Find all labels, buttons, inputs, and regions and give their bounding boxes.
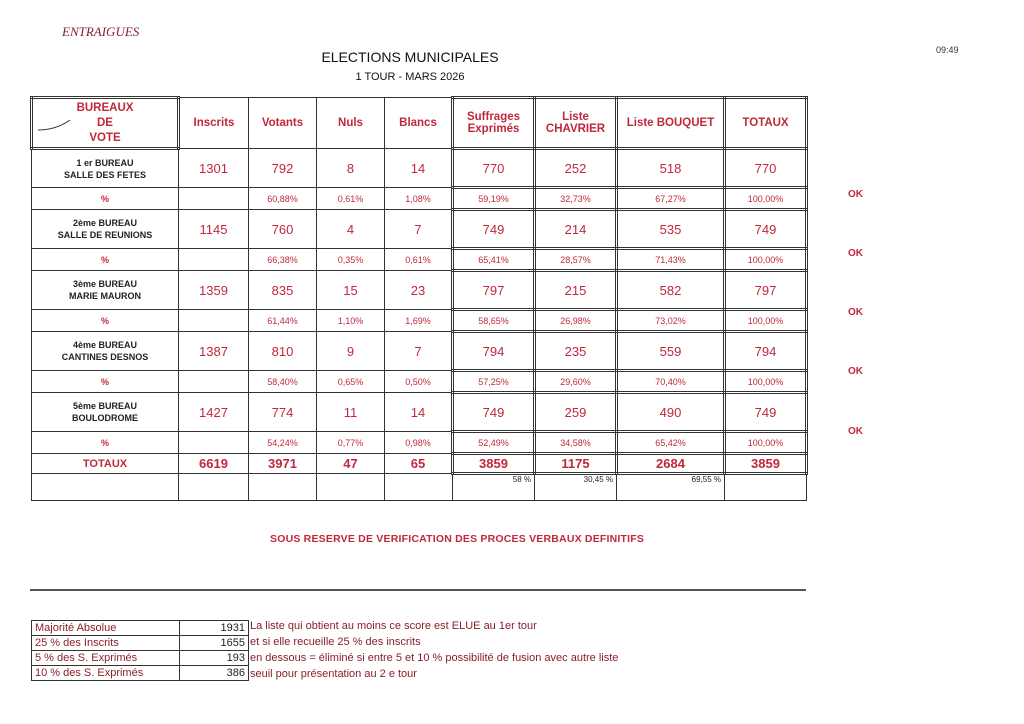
pct-label: %	[32, 432, 179, 454]
total-totaux: 3859	[725, 454, 807, 474]
footer-empty-cell	[32, 474, 179, 501]
total-blancs: 65	[385, 454, 453, 474]
pct-bouquet-cell: 71,43%	[617, 249, 725, 271]
suffrages-cell: 797	[453, 271, 535, 310]
col-blancs-header: Blancs	[385, 98, 453, 149]
inscrits-cell: 1359	[179, 271, 249, 310]
reserve-notice: SOUS RESERVE DE VERIFICATION DES PROCES VERBAUX DEFINITIFS	[270, 533, 645, 545]
majority-label: 5 % des S. Exprimés	[32, 651, 180, 666]
nuls-cell: 9	[317, 332, 385, 371]
commune-name: ENTRAIGUES	[62, 24, 140, 39]
pct-chavrier-cell: 29,60%	[535, 371, 617, 393]
pct-suffrages-cell: 65,41%	[453, 249, 535, 271]
majority-note: et si elle recueille 25 % des inscrits	[250, 636, 421, 648]
nuls-cell: 11	[317, 393, 385, 432]
inscrits-cell: 1145	[179, 210, 249, 249]
bouquet-cell: 582	[617, 271, 725, 310]
pct-nuls-cell: 0,35%	[317, 249, 385, 271]
majority-label: Majorité Absolue	[32, 621, 180, 636]
table-row	[32, 271, 807, 310]
pct-label: %	[32, 371, 179, 393]
total-nuls: 47	[317, 454, 385, 474]
pct-blancs-cell: 1,69%	[385, 310, 453, 332]
pct-inscrits-cell	[179, 432, 249, 454]
pct-inscrits-cell	[179, 249, 249, 271]
col-suffrages-header: Suffrages Exprimés	[453, 98, 535, 149]
pct-votants-cell: 60,88%	[249, 188, 317, 210]
chavrier-cell: 215	[535, 271, 617, 310]
blancs-cell: 7	[385, 210, 453, 249]
footer-suffrages-pct: 58 %	[453, 474, 535, 501]
total-bouquet: 2684	[617, 454, 725, 474]
results-table	[30, 96, 808, 501]
majority-value: 1655	[180, 636, 249, 651]
totaux-cell: 749	[725, 393, 807, 432]
suffrages-cell: 794	[453, 332, 535, 371]
nuls-cell: 4	[317, 210, 385, 249]
time-stamp: 09:49	[936, 45, 959, 55]
bureau-label: 5ème BUREAU BOULODROME	[32, 393, 179, 432]
pct-nuls-cell: 0,65%	[317, 371, 385, 393]
pct-row	[32, 432, 807, 454]
bureau-label: 3ème BUREAU MARIE MAURON	[32, 271, 179, 310]
col-inscrits-header: Inscrits	[179, 98, 249, 149]
ok-mark: OK	[848, 307, 863, 318]
pct-votants-cell: 66,38%	[249, 249, 317, 271]
pct-row	[32, 188, 807, 210]
pct-chavrier-cell: 26,98%	[535, 310, 617, 332]
totaux-cell: 794	[725, 332, 807, 371]
pct-label: %	[32, 188, 179, 210]
inscrits-cell: 1427	[179, 393, 249, 432]
pct-blancs-cell: 0,50%	[385, 371, 453, 393]
footer-bouquet-pct: 69,55 %	[617, 474, 725, 501]
majority-value: 1931	[180, 621, 249, 636]
totaux-cell: 749	[725, 210, 807, 249]
blancs-cell: 7	[385, 332, 453, 371]
pct-label: %	[32, 310, 179, 332]
hand-mark-icon	[36, 117, 72, 133]
blancs-cell: 14	[385, 149, 453, 188]
pct-inscrits-cell	[179, 188, 249, 210]
total-inscrits: 6619	[179, 454, 249, 474]
totals-label: TOTAUX	[32, 454, 179, 474]
majority-note: seuil pour présentation au 2 e tour	[250, 668, 417, 680]
total-suffrages: 3859	[453, 454, 535, 474]
pct-bouquet-cell: 73,02%	[617, 310, 725, 332]
chavrier-cell: 252	[535, 149, 617, 188]
suffrages-cell: 749	[453, 393, 535, 432]
votants-cell: 810	[249, 332, 317, 371]
pct-chavrier-cell: 32,73%	[535, 188, 617, 210]
bouquet-cell: 490	[617, 393, 725, 432]
pct-nuls-cell: 0,61%	[317, 188, 385, 210]
majority-note: La liste qui obtient au moins ce score est ELUE au 1er tour	[250, 620, 537, 632]
footer-pct-row	[32, 474, 807, 501]
pct-row	[32, 310, 807, 332]
bouquet-cell: 535	[617, 210, 725, 249]
pct-row	[32, 249, 807, 271]
header-row	[32, 98, 807, 149]
pct-votants-cell: 61,44%	[249, 310, 317, 332]
col-bouquet-header: Liste BOUQUET	[617, 98, 725, 149]
suffrages-cell: 770	[453, 149, 535, 188]
bureau-label: 1 er BUREAU SALLE DES FETES	[32, 149, 179, 188]
totaux-cell: 770	[725, 149, 807, 188]
footer-chavrier-pct: 30,45 %	[535, 474, 617, 501]
table-row	[32, 149, 807, 188]
majority-value: 386	[180, 666, 249, 681]
table-row	[32, 332, 807, 371]
footer-empty-cell	[317, 474, 385, 501]
ok-mark: OK	[848, 189, 863, 200]
ok-mark: OK	[848, 426, 863, 437]
col-bureaux-header: BUREAUX DE VOTE	[32, 98, 179, 149]
inscrits-cell: 1387	[179, 332, 249, 371]
totals-row	[32, 454, 807, 474]
majority-table	[31, 620, 249, 681]
pct-nuls-cell: 0,77%	[317, 432, 385, 454]
pct-suffrages-cell: 58,65%	[453, 310, 535, 332]
footer-empty-cell	[179, 474, 249, 501]
pct-chavrier-cell: 34,58%	[535, 432, 617, 454]
col-chavrier-header: Liste CHAVRIER	[535, 98, 617, 149]
table-row	[32, 210, 807, 249]
votants-cell: 774	[249, 393, 317, 432]
table-row	[32, 393, 807, 432]
nuls-cell: 8	[317, 149, 385, 188]
ok-mark: OK	[848, 248, 863, 259]
bureau-label: 4ème BUREAU CANTINES DESNOS	[32, 332, 179, 371]
pct-suffrages-cell: 57,25%	[453, 371, 535, 393]
majority-note: en dessous = éliminé si entre 5 et 10 % possibilité de fusion avec autre liste	[250, 652, 619, 664]
bureau-label: 2ème BUREAU SALLE DE REUNIONS	[32, 210, 179, 249]
pct-bouquet-cell: 65,42%	[617, 432, 725, 454]
pct-totaux-cell: 100,00%	[725, 310, 807, 332]
ok-mark: OK	[848, 366, 863, 377]
footer-empty-cell	[385, 474, 453, 501]
chavrier-cell: 214	[535, 210, 617, 249]
pct-blancs-cell: 0,98%	[385, 432, 453, 454]
pct-suffrages-cell: 52,49%	[453, 432, 535, 454]
footer-empty-cell	[249, 474, 317, 501]
inscrits-cell: 1301	[179, 149, 249, 188]
footer-empty-cell	[725, 474, 807, 501]
table-row	[32, 651, 249, 666]
pct-totaux-cell: 100,00%	[725, 188, 807, 210]
votants-cell: 835	[249, 271, 317, 310]
bouquet-cell: 559	[617, 332, 725, 371]
votants-cell: 792	[249, 149, 317, 188]
chavrier-cell: 235	[535, 332, 617, 371]
page-subtitle: 1 TOUR - MARS 2026	[355, 71, 465, 83]
total-chavrier: 1175	[535, 454, 617, 474]
pct-totaux-cell: 100,00%	[725, 371, 807, 393]
page-title: ELECTIONS MUNICIPALES	[321, 49, 499, 65]
pct-inscrits-cell	[179, 371, 249, 393]
pct-bouquet-cell: 67,27%	[617, 188, 725, 210]
divider	[30, 589, 806, 591]
totaux-cell: 797	[725, 271, 807, 310]
votants-cell: 760	[249, 210, 317, 249]
pct-votants-cell: 58,40%	[249, 371, 317, 393]
blancs-cell: 14	[385, 393, 453, 432]
bouquet-cell: 518	[617, 149, 725, 188]
pct-label: %	[32, 249, 179, 271]
majority-value: 193	[180, 651, 249, 666]
blancs-cell: 23	[385, 271, 453, 310]
pct-nuls-cell: 1,10%	[317, 310, 385, 332]
pct-row	[32, 371, 807, 393]
col-nuls-header: Nuls	[317, 98, 385, 149]
nuls-cell: 15	[317, 271, 385, 310]
table-row	[32, 636, 249, 651]
suffrages-cell: 749	[453, 210, 535, 249]
pct-inscrits-cell	[179, 310, 249, 332]
col-totaux-header: TOTAUX	[725, 98, 807, 149]
total-votants: 3971	[249, 454, 317, 474]
pct-totaux-cell: 100,00%	[725, 432, 807, 454]
majority-label: 25 % des Inscrits	[32, 636, 180, 651]
majority-label: 10 % des S. Exprimés	[32, 666, 180, 681]
table-row	[32, 666, 249, 681]
pct-blancs-cell: 0,61%	[385, 249, 453, 271]
pct-suffrages-cell: 59,19%	[453, 188, 535, 210]
pct-blancs-cell: 1,08%	[385, 188, 453, 210]
pct-votants-cell: 54,24%	[249, 432, 317, 454]
pct-totaux-cell: 100,00%	[725, 249, 807, 271]
pct-chavrier-cell: 28,57%	[535, 249, 617, 271]
table-row	[32, 621, 249, 636]
col-votants-header: Votants	[249, 98, 317, 149]
pct-bouquet-cell: 70,40%	[617, 371, 725, 393]
chavrier-cell: 259	[535, 393, 617, 432]
